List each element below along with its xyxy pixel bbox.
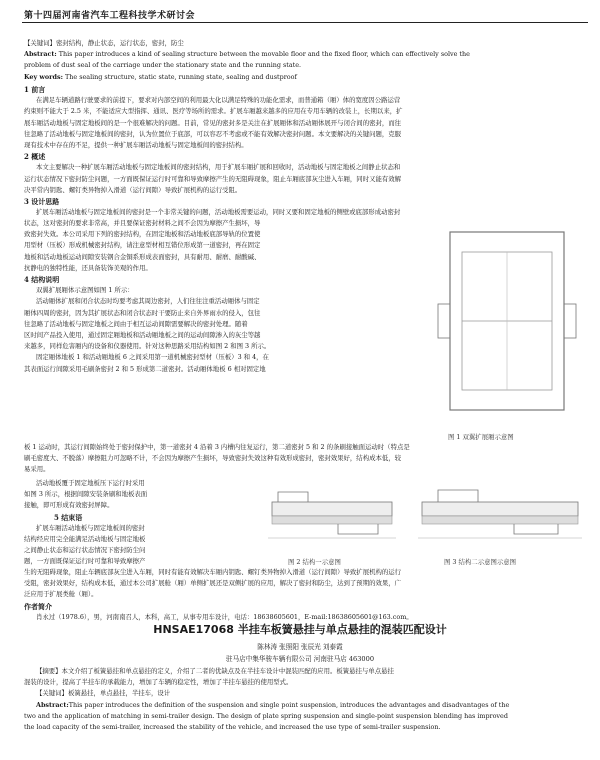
author-bio-title: 作者简介 bbox=[24, 601, 52, 611]
abstract-cn-line: 【摘要】本文介绍了板簧悬挂和单点悬挂的定义，介绍了二者的优缺点及在半挂车设计中混装匹配的应用。板簧悬挂与单点悬挂 bbox=[36, 667, 394, 675]
section-3-title: 3 设计思路 bbox=[24, 197, 60, 206]
running-header: 第十四届河南省汽车工程科技学术研讨会 bbox=[24, 11, 196, 21]
fig1-left-wing bbox=[438, 304, 450, 338]
s4-subtitle: 双翼扩展厢体示意图如图 1 所示： bbox=[36, 286, 134, 295]
figure-3-diagram bbox=[418, 472, 582, 552]
s4-line: 厢体四周的密封，因为其扩展状态和闭合状态时干要防止来自外界雨水的侵入，包往 bbox=[24, 308, 261, 317]
s2-line: 决平常内钥匙、螺钉类异物掉入滑道（运行间隙）导致扩展机构的运行受阻。 bbox=[24, 185, 242, 194]
keywords-en-label: Key words: bbox=[24, 72, 63, 81]
s3-line: 状态，这对密封的要求非常高，并且要保证密封材料之间不会因为摩擦产生损坏，导 bbox=[24, 219, 261, 227]
conclusion-continued bbox=[24, 567, 584, 623]
fig3-moving-floor bbox=[422, 516, 578, 524]
s5b-line: 泛应用于扩展类舱（厢）。 bbox=[24, 590, 98, 599]
s1-line: 展车厢活动地板与固定地板间的是一个很难解决的问题。目前，常见的密封多是关注在扩展厢体和活动厢体展开与闭合间的密封，而往 bbox=[24, 118, 402, 127]
figure-2-diagram bbox=[268, 472, 396, 552]
s5b-line: 受阻，密封效果好，结构成本低，通过本公司扩展舱（厢）单侧扩展还是双侧扩展的应用，解决了密封和防尘，达到了预期的效果，广 bbox=[24, 579, 402, 588]
s4-continued bbox=[24, 442, 584, 476]
section-1-title: 1 前言 bbox=[24, 85, 46, 94]
s3-line: 致密封失效。本公司采用下列的密封结构，在固定地板和活动地板底部导轨的位置使 bbox=[24, 230, 261, 239]
s1-line: 现有技术中存在的不足，提供一种扩展车厢活动地板与固定地板间的密封结构。 bbox=[24, 141, 248, 150]
s4-line: 来越多，同样危害厢内的设备和仪器使用。针对这种思路采用结构如图 2 和图 3 所示。 bbox=[24, 342, 271, 351]
s4b-line: 板 1 运动时，其运行间隙始终处于密封保护中，第一道密封 4 沿着 3 内槽内往复运行，第二道密封 5 和 2 的条刷接触面运动时（特点是 bbox=[24, 443, 410, 451]
figure-3-caption: 图 3 结构二示意图示意图 bbox=[444, 558, 517, 566]
section-5-title: 5 结束语 bbox=[54, 512, 83, 522]
section-4-title: 4 结构说明 bbox=[24, 275, 60, 285]
s1-line: 约束则不能大于 2.5 米，不能适应大型指挥、通讯、医疗等场所的需求。扩展车厢越来越多的应用在专用车辆的改装上，长期以来，扩 bbox=[24, 107, 403, 116]
fig2-moving-floor bbox=[272, 516, 392, 524]
s4-line: 固定厢体地板 1 和活动厢地板 6 之间采用第一道机械密封型材（压板）3 和 4，在 bbox=[36, 353, 269, 362]
article2-abstract bbox=[24, 666, 584, 733]
author-bio: 肖永过（1978.6），男，河南南召人，本科，高工，从事专用车设计，电话：18638605601，E-mail:18638605601@163.com。 bbox=[36, 612, 413, 621]
s4-line: 活动厢体扩展和闭合状态时均要考虑其周边密封，人们往往注重活动厢体与固定 bbox=[36, 297, 260, 306]
s4c-line: 活动地板覆于固定地板压下运行时采用 bbox=[36, 479, 145, 487]
s5-line: 扩展车厢活动地板与固定地板间的密封 bbox=[36, 523, 145, 532]
s5-line: 结构经应用完全能满足活动地板与固定地板 bbox=[24, 535, 146, 544]
figure-1-caption: 图 1 双翼扩展厢示意图 bbox=[448, 433, 514, 441]
fig3-brush-seal bbox=[514, 524, 558, 534]
left-column-2 bbox=[24, 478, 262, 568]
s4b-line: 易采用。 bbox=[24, 465, 50, 474]
abstract-en-line: the load capacity of the semi-trailer, increased the stability of the vehicle, and increased the use type of semi-trailer suspension. bbox=[24, 723, 441, 732]
abstract-line-2: problem of dust seal of the carriage under the stationary state and the running state. bbox=[24, 61, 302, 70]
s4-line: 区时间产品投入使用，通过固定厢地板和活动厢地板之间的运动间隙渗入的灰尘等越 bbox=[24, 331, 261, 340]
s4-line: 其表面运行间隙采用毛刷条密封 2 和 5 形成第二道密封。活动厢体地板 6 相对固定地 bbox=[24, 364, 266, 373]
s5-line: 题，一方面既保证运行时可靠和导致摩擦产 bbox=[24, 557, 146, 566]
s4c-line: 如图 3 所示，根据间隙安装条刷和地板表面 bbox=[24, 490, 148, 499]
abstract-label: Abstract: bbox=[24, 50, 57, 59]
s4b-line: 刷毛密度大、不脱落）摩擦阻力可忽略不计，不会因为摩擦产生损坏，导致密封失效这种有效形成密封，密封效果好，结构成本低，较 bbox=[24, 454, 402, 463]
left-column bbox=[24, 218, 424, 375]
s2-line: 本文主要解决一种扩展车厢活动地板与固定地板间的密封结构，用于扩展车厢扩展和回收时，活动地板与固定地板之间静止状态和 bbox=[36, 163, 401, 172]
s5b-line: 生的无阻碍现象，阻止车辆底部灰尘进入车厢，同时有能有效解决车厢内钥匙、螺钉类异物掉入滑道（运行间隙）导致扩展机构的运行 bbox=[24, 568, 402, 576]
fig2-seal-profile bbox=[278, 492, 308, 502]
article2-title: HNSAE17068 半挂车板簧悬挂与单点悬挂的混装匹配设计 bbox=[153, 623, 447, 636]
s3-line: 扩展车厢活动地板与固定地板间的密封是一个非常关键的问题，活动地板需要运动，同时又要和固定地板的侧壁或底部形成动密封 bbox=[36, 208, 401, 217]
section-2-title: 2 概述 bbox=[24, 152, 46, 162]
s4c-line: 接触，即可形成有效密封屏障。 bbox=[24, 501, 114, 510]
s1-line: 在满足车辆道路行驶要求的前提下，要求对内部空间的利用最大化以满足特殊的功能化需求，而普通箱（厢）体的宽度因公路运营 bbox=[36, 96, 401, 105]
fig3-seal-profile bbox=[438, 490, 478, 502]
fig2-fixed-floor bbox=[272, 502, 392, 516]
s3-line: 用型材（压板）形成机械密封结构，请注意型材相互错位形成第一道密封，再在固定 bbox=[24, 241, 261, 250]
fig3-fixed-floor bbox=[422, 502, 578, 516]
fig2-brush-seal bbox=[338, 524, 378, 534]
article1-front-matter bbox=[24, 38, 584, 83]
s3-line: 抗静电的独特性能，还具备装饰美观的作用。 bbox=[24, 263, 152, 272]
abstract-line-1: This paper introduces a kind of sealing structure between the movable floor and the fixed floor, which can effectively solve the bbox=[58, 50, 470, 59]
sections-1-2 bbox=[24, 84, 584, 196]
abstract-en-line: two and the application of matching in semi-trailer design. The design of plate spring suspension and single-point suspension blending has improved bbox=[24, 711, 508, 720]
article2-keywords: 【关键词】板簧悬挂，单点悬挂，半挂车，设计 bbox=[36, 689, 171, 698]
keywords-en: The sealing structure, static state, running state, sealing and dustproof bbox=[65, 72, 297, 81]
header-rule bbox=[22, 22, 588, 23]
figure-2-caption: 图 2 结构一示意图 bbox=[288, 558, 341, 566]
abstract-cn-line: 混装的设计，提高了半挂车的承载能力，增加了车辆的稳定性，增加了半挂车悬挂的使用型式。 bbox=[24, 678, 293, 687]
article2-authors: 陈林涛 张照阳 张辰光 刘泰霞 bbox=[257, 643, 343, 651]
s4-line: 往忽略了活动地板与固定地板之间由于相互运动间隙需要解决的密封处理。随着 bbox=[24, 319, 248, 328]
article2-affiliation: 驻马店中集华骏车辆有限公司 河南驻马店 463000 bbox=[225, 655, 375, 663]
s5-line: 之间静止状态和运行状态情况下密封防尘问 bbox=[24, 546, 146, 555]
figure-1-diagram bbox=[432, 214, 582, 428]
article2-abstract-label: Abstract: bbox=[36, 700, 69, 709]
keywords-cn: 【关键词】密封结构，静止状态，运行状态，密封，防尘 bbox=[24, 39, 184, 47]
abstract-en-line: This paper introduces the definition of the suspension and single point suspension, introduces the advantages and disadvantages of the bbox=[68, 700, 510, 709]
s1-line: 往忽略了活动地板与固定地板间的密封，认为位置位于底部，可以容忍不考虑或不能有效解决密封问题。本文要解决的关键问题，克服 bbox=[24, 129, 402, 138]
fig1-right-wing bbox=[564, 304, 576, 338]
s2-line: 运行状态情况下密封防尘问题，一方面既保证运行时可靠和导致摩擦产生的无阻碍现象，阻止车厢底部灰尘进入车厢，同时又能有效解 bbox=[24, 174, 402, 183]
s3-line: 地板和活动地板运动间隙安装钢合金铜系形成表面密封，具有耐用、耐磨、耐酸碱、 bbox=[24, 252, 261, 261]
